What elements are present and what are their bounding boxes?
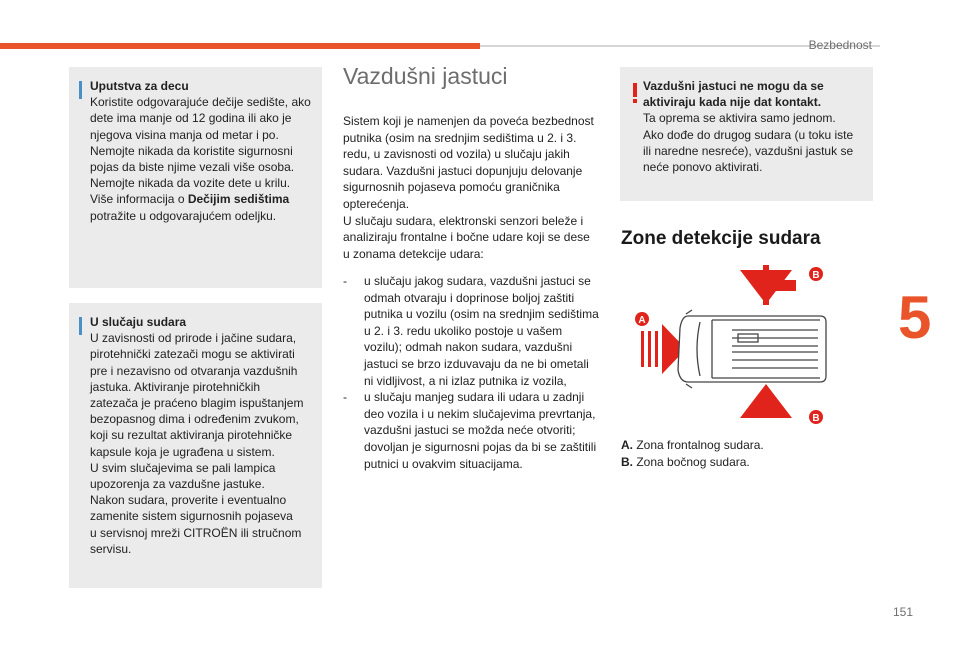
info-bar-icon [79,81,82,99]
svg-text:A: A [638,315,646,326]
section-title: Bezbednost [808,38,872,52]
zone-b-bottom-badge [809,410,823,424]
svg-text:B: B [812,270,820,281]
collision-text: U slučaju sudara U zavisnosti od prirode i jačine sudara, pirotehnički zatezači mogu se aktivirati pre i nezavisno od otvaranja vazdušnih jastuka. Aktiviranje pirotehničkih zatezača je praćeno blagim ispuštanjem bezopasnog dima i određenim zvukom, koji su rezultat aktiviranja pirotehničke kapsule koja je ugrađena u sistem. U svim slučajevima se pali lampica upozorenja za vazdušne jastuke. Nakon sudara, proverite i eventualno zamenite sistem sigurnosnih pojaseva u servisnoj mreži CITROËN ili stručnom servisu. [90,315,304,556]
side-impact-arrows-top [740,265,796,305]
children-title: Uputstva za decu [90,79,189,93]
zones-heading: Zone detekcije sudara [621,228,821,249]
warning-title: Vazdušni jastuci ne mogu da se aktiviraju kada nije dat kontakt. [643,79,824,110]
legend-item-a: A. Zona frontalnog sudara. [621,438,764,452]
list-item: - u slučaju manjeg sudara ili udara u zadnji deo vozila i u nekim slučajevima prevrtanja, vazdušni jastuci se možda neće otvoriti; dovoljan je sigurnosni pojas da bi se zaštitili putnici u ovakvim situacijama. [343,390,597,471]
warning-text: Vazdušni jastuci ne mogu da se aktiviraju kada nije dat kontakt. Ta oprema se aktivira samo jednom. Ako dođe do drugog sudara (u toku iste ili naredne nesreće), vazdušni jastuk se neće ponovo aktivirati. [643,79,854,175]
zones-legend [621,437,764,470]
airbags-bullet-list [343,273,605,472]
info-box-children [69,67,322,288]
zone-a-badge [635,312,649,326]
children-text: Uputstva za decu Koristite odgovarajuće dečije sedište, ako dete ima manje od 12 godina ili ako je njegova visina manja od metar i po. Nemojte nikada da koristite sigurnosni pojas da biste njime vezali više osoba. Nemojte nikada da vozite dete u krilu. Više informacija o Dečijim sedištima potražite u odgovarajućem odeljku. [90,79,311,223]
chapter-number: 5 [898,284,932,351]
svg-text:B: B [812,413,820,424]
collision-title: U slučaju sudara [90,315,187,329]
page-number: 151 [893,605,914,619]
vehicle-top-view [678,310,826,388]
side-impact-arrows-bottom [740,384,792,418]
list-item: - u slučaju jakog sudara, vazdušni jastuci se odmah otvaraju i doprinose boljoj zaštiti putnika u vozilu (osim na srednjim sedištima u 2. i 3. redu ukoliko postoje u vašem vozilu); odmah nakon sudara, vazdušni jastuci se brzo izduvavaju da ne bi ometali ni vidljivost, a ni izlaz putnika iz vozila, [343,274,599,388]
airbags-intro: Sistem koji je namenjen da poveća bezbednost putnika (osim na srednjim sedištima u 2. i 3. redu, u zavisnosti od vozila) u slučaju jakih sudara. Vazdušni jastuci dopunjuju delovanje sigurnosnih pojaseva pomoću graničnika opterećenja. U slučaju sudara, elektronski senzori beleže i analiziraju frontalne i bočne udare koji se dese u zonama detekcije udara: [343,114,594,261]
info-bar-icon [79,317,82,335]
zone-b-top-badge [809,267,823,281]
child-seats-link[interactable]: Dečijim sedištima [187,192,290,207]
warning-exclamation-icon [628,82,642,104]
legend-item-b: B. Zona bočnog sudara. [621,454,750,469]
info-box-collision [69,303,322,588]
top-accent-bar [0,43,480,49]
crash-zones-diagram [620,258,830,430]
airbags-heading: Vazdušni jastuci [343,63,508,89]
